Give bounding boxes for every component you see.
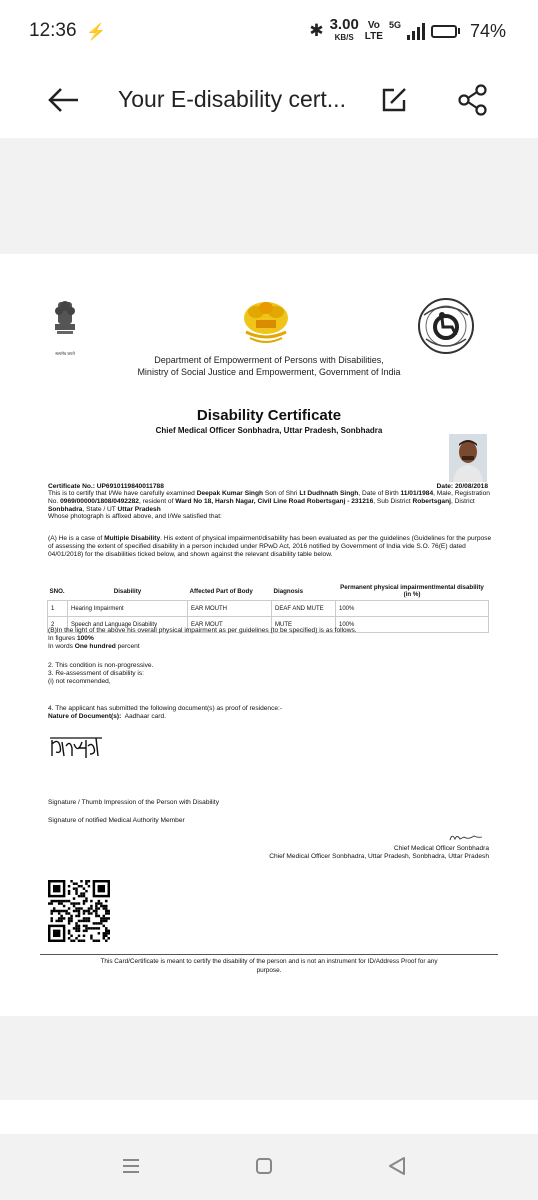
volte-bottom: LTE xyxy=(364,31,383,42)
para-a-text-2: . His extent of physical impairment/disability has been evaluated as per the guidelines (Guidelines for the purpose of assessing the extent of specified disability in a person included under RPwD Act, 2016 notified by Government of India vide S.O. 76(E) dated 04/01/2018) for the disabilities ticked below, and shown against the relevant disability table below. xyxy=(48,535,492,558)
applicant-photo xyxy=(449,434,487,482)
table-cell: Hearing Impairment xyxy=(68,601,188,617)
para-b: (B)In the light of the above his overall physical impairment as per guidelines (to be specified) is as follows. xyxy=(48,627,357,634)
battery-percent: 74% xyxy=(469,20,506,41)
disability-type: Multiple Disability xyxy=(104,535,161,542)
certify-paragraph xyxy=(48,490,493,521)
para-a xyxy=(48,535,493,558)
share-icon[interactable] xyxy=(456,84,490,116)
nav-back-icon[interactable] xyxy=(388,1156,406,1176)
point-3-i: (i) not recommended, xyxy=(48,678,111,685)
back-arrow-icon[interactable] xyxy=(46,86,80,114)
speed-value: 3.00 xyxy=(329,16,359,33)
table-cell: 100% xyxy=(336,617,489,633)
table-header-row xyxy=(48,582,489,601)
table-header: Permanent physical impairment/mental disability (in %) xyxy=(340,584,484,598)
qr-code xyxy=(48,880,110,942)
in-words-value: One hundred xyxy=(74,643,116,650)
certificate-title: Disability Certificate xyxy=(196,407,342,424)
table-cell: 100% xyxy=(336,601,489,617)
table-header: Affected Part of Body xyxy=(189,587,253,595)
date-value: 20/08/2018 xyxy=(454,483,488,490)
certify-text-2: Son of Shri xyxy=(264,490,298,497)
date-of-birth: 11/01/1984 xyxy=(400,490,434,497)
person-name: Deepak Kumar Singh xyxy=(196,490,264,497)
nature-value: Aadhaar card. xyxy=(124,713,166,720)
certificate-subtitle: Chief Medical Officer Sonbhadra, Uttar Pradesh, Sonbhadra xyxy=(155,426,383,435)
department-line-1: Department of Empowerment of Persons with Disabilities, xyxy=(154,355,384,365)
status-bar xyxy=(0,0,538,62)
cmo-line-1: Chief Medical Officer Sonbhadra xyxy=(393,845,489,852)
table-cell: DEAF AND MUTE xyxy=(272,601,336,617)
in-figures-label: In figures xyxy=(48,635,76,642)
father-name: Lt Dudhnath Singh xyxy=(299,490,359,497)
national-emblem-logo xyxy=(50,298,80,350)
certificate-no-value: UP6910119840011788 xyxy=(96,483,164,490)
signal-icon xyxy=(407,23,425,40)
up-state-logo xyxy=(238,298,294,348)
certificate-no-label: Certificate No.: xyxy=(48,483,95,490)
nature-of-documents xyxy=(48,713,493,721)
table-cell: EAR MOUTH xyxy=(188,601,272,617)
table-cell: Speech and Language Disability xyxy=(68,617,188,633)
volte-top: Vo xyxy=(367,20,380,31)
edit-icon[interactable] xyxy=(380,86,408,114)
cmo-line-2: Chief Medical Officer Sonbhadra, Uttar Pradesh, Sonbhadra, Uttar Pradesh xyxy=(269,853,489,860)
table-header: Disability xyxy=(113,587,142,595)
bluetooth-icon: ✱ xyxy=(309,21,324,40)
point-2: 2. This condition is non-progressive. xyxy=(48,662,154,669)
navigation-bar xyxy=(0,1134,538,1200)
certify-text-3: , Date of Birth xyxy=(358,490,399,497)
table-header: SNO. xyxy=(49,587,65,595)
network-type: 5G xyxy=(388,20,401,30)
charging-icon: ⚡ xyxy=(86,24,106,41)
applicant-signature xyxy=(48,734,104,764)
certify-text-4: , Male, Registration No. xyxy=(48,490,490,505)
medical-officer-signature xyxy=(448,832,484,842)
page-title: Your E-disability cert... xyxy=(118,86,346,112)
battery-icon xyxy=(431,25,460,38)
in-words xyxy=(48,643,493,651)
footer-line-1: This Card/Certificate is meant to certify the disability of the person and is not an instrument for ID/Address Proof for any xyxy=(100,958,438,965)
nature-label: Nature of Document(s): xyxy=(48,713,122,720)
certificate-page xyxy=(0,254,538,1016)
nav-home-icon[interactable] xyxy=(256,1158,272,1174)
status-time: 12:36 xyxy=(29,20,77,41)
in-figures xyxy=(48,635,493,643)
network-speed xyxy=(330,18,359,44)
in-words-label: In words xyxy=(48,643,73,650)
app-bar xyxy=(0,62,538,138)
status-icons xyxy=(309,18,506,44)
signature-authority-label: Signature of notified Medical Authority Member xyxy=(48,817,185,824)
date-label: Date: xyxy=(436,483,454,490)
certify-text-8: , State / UT xyxy=(82,505,116,513)
address: Ward No 18, Harsh Nagar, Civil Line Road Robertsganj - 231216 xyxy=(175,497,374,505)
table-cell: 1 xyxy=(48,601,68,617)
table-row xyxy=(48,601,489,617)
table-cell: 2 xyxy=(48,617,68,633)
in-words-suffix: percent xyxy=(117,643,140,650)
signature-person-label: Signature / Thumb Impression of the Person with Disability xyxy=(48,799,220,806)
sub-district: Robertsganj xyxy=(412,497,451,505)
certify-text-5: , resident of xyxy=(138,497,174,505)
certify-text-7: , District xyxy=(450,497,475,505)
department-line-2: Ministry of Social Justice and Empowerment, Government of India xyxy=(137,367,401,377)
footer-line-2: purpose. xyxy=(256,967,282,974)
certificate-number xyxy=(48,483,164,490)
volte-indicator xyxy=(365,20,383,42)
disability-dept-logo xyxy=(416,297,476,355)
certificate-date xyxy=(437,483,488,490)
footer-note xyxy=(60,957,478,975)
district: Sonbhadra xyxy=(48,505,83,513)
point-4: 4. The applicant has submitted the following document(s) as proof of residence:- xyxy=(48,705,283,712)
state: Uttar Pradesh xyxy=(117,505,161,513)
emblem-caption: सत्यमेव जयते xyxy=(55,351,75,356)
disability-table xyxy=(47,582,489,633)
registration-number: 0969/00000/1808/0492282 xyxy=(60,497,139,505)
certify-text-9: Whose photograph is affixed above, and I/We satisfied that: xyxy=(48,513,222,521)
certify-text-1: This is to certify that I/We have carefully examined xyxy=(48,490,195,497)
para-a-text-1: (A) He is a case of xyxy=(48,535,103,542)
certify-text-6: , Sub District xyxy=(373,497,411,505)
speed-unit: KB/S xyxy=(334,33,354,42)
nav-menu-icon[interactable] xyxy=(122,1158,140,1174)
table-cell: EAR MOUT xyxy=(188,617,272,633)
in-figures-value: 100% xyxy=(76,635,94,642)
table-header: Diagnosis xyxy=(273,587,304,595)
point-3: 3. Re-assessment of disability is: xyxy=(48,670,145,677)
table-cell: MUTE xyxy=(272,617,336,633)
divider xyxy=(40,954,498,955)
